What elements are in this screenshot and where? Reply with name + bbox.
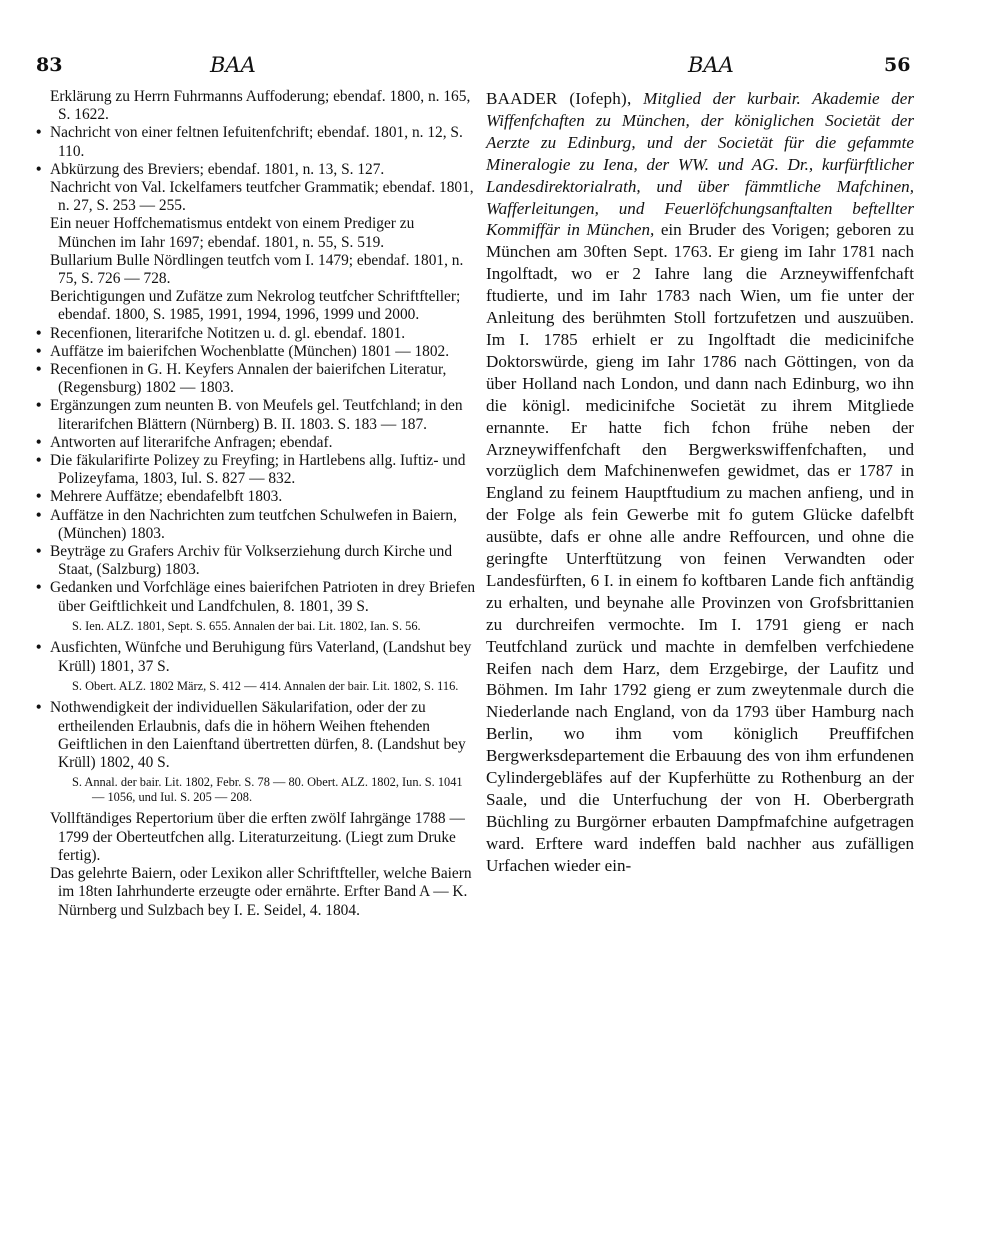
entry-text: Berichtigungen und Zufätze zum Nekrolog teutfcher Schriftfteller; ebendaf. 1800, S. 1985, 1991, 1994, 1996, 1999 und 2000. xyxy=(50,288,461,324)
entry-text: Vollftändiges Repertorium über die erften zwölf Iahrgänge 1788 — 1799 der Oberteutfchen allg. Literaturzeitung. (Liegt zum Druke fertig). xyxy=(50,810,465,864)
bibliography-entry xyxy=(36,325,476,343)
bibliography-entry xyxy=(36,488,476,506)
entry-text: Antworten auf literarifche Anfragen; ebendaf. xyxy=(50,433,333,451)
entry-text: Abkürzung des Breviers; ebendaf. 1801, n. 13, S. 127. xyxy=(50,160,385,178)
entry-text: Nachricht von Val. Ickelfamers teutfcher Grammatik; ebendaf. 1801, n. 27, S. 253 — 255. xyxy=(50,179,474,215)
bullet-mark: • xyxy=(36,488,42,506)
bullet-mark: • xyxy=(36,397,42,415)
bullet-mark: • xyxy=(36,506,42,524)
entry-text: Gedanken und Vorfchläge eines baierifchen Patrioten in drey Briefen über Geiftlichkeit und Landfchulen, 8. 1801, 39 S. xyxy=(50,579,476,615)
running-head-right: BAA xyxy=(688,53,734,77)
bibliography-entry xyxy=(36,179,476,215)
bibliography-entry xyxy=(36,124,476,160)
headword: BAADER (Iofeph), xyxy=(486,89,632,108)
entry-text: Recenfionen in G. H. Keyfers Annalen der baierifchen Literatur, (Regensburg) 1802 — 1803. xyxy=(50,361,447,397)
bullet-mark: • xyxy=(36,433,42,451)
bibliography-list xyxy=(36,88,476,616)
bibliography-entry xyxy=(36,579,476,615)
bibliography-entry xyxy=(36,161,476,179)
entry-text: Recenfionen, literarifche Notitzen u. d. gl. ebendaf. 1801. xyxy=(50,324,406,342)
entry-text: Beyträge zu Grafers Archiv für Volkserziehung durch Kirche und Staat, (Salzburg) 1803. xyxy=(50,543,453,579)
entry-text: Auffätze in den Nachrichten zum teutfchen Schulwefen in Baiern, (München) 1803. xyxy=(50,506,457,542)
page-header xyxy=(0,52,1000,82)
bullet-mark: • xyxy=(36,324,42,342)
person-titles: Mitglied der kurbair. Akademie der Wiffenfchaften zu München, der königlichen Societät der Aerzte zu Edinburg, und der Societät für die gefammte Mineralogie zu Iena, der WW. und AG. Dr., kurfürftlicher Landesdirektorialrath, und über fämmtliche Mafchinen, Wafferleitungen, und Feuerlöfchungsanftalten beftellter Kommiffär in München, xyxy=(486,89,914,240)
biography-article xyxy=(486,88,914,877)
left-column xyxy=(36,88,476,920)
entry-text: Ausfichten, Wünfche und Beruhigung fürs Vaterland, (Landshut bey Krüll) 1801, 37 S. xyxy=(50,639,472,675)
entry-text: Das gelehrte Baiern, oder Lexikon aller Schriftfteller, welche Baiern im 18ten Iahrhunderte erzeugte oder ernährte. Erfter Band A — K. Nürnberg und Sulzbach bey I. E. Seidel, 4. 1804. xyxy=(50,865,472,919)
entry-text: Bullarium Bulle Nördlingen teutfch vom I. 1479; ebendaf. 1801, n. 75, S. 726 — 728. xyxy=(50,251,464,288)
entry-text: Nothwendigkeit der individuellen Säkularifation, oder der zu ertheilenden Erlaubnis, dafs die in höhern Weihen ftehenden Geiftlichen in den Laienftand übertretten dürfen, 8. (Landshut bey Krüll) 1802, 40 S. xyxy=(50,699,466,772)
entry-text: Mehrere Auffätze; ebendafelbft 1803. xyxy=(50,488,283,506)
bullet-mark: • xyxy=(36,124,42,142)
running-head-left: BAA xyxy=(210,53,256,77)
entry-text: Die fäkularifirte Polizey zu Freyfing; in Hartlebens allg. Iuftiz- und Polizeyfama, 1803, Iul. S. 827 — 832. xyxy=(50,452,466,488)
bibliography-list-end xyxy=(36,810,476,919)
entry-text: Auffätze im baierifchen Wochenblatte (München) 1801 — 1802. xyxy=(50,342,450,360)
bibliography-entry xyxy=(36,288,476,324)
bullet-mark: • xyxy=(36,361,42,379)
review-note: S. Ien. ALZ. 1801, Sept. S. 655. Annalen der bai. Lit. 1802, Ian. S. 56. xyxy=(72,618,421,633)
bibliography-entry xyxy=(36,507,476,543)
bullet-mark: • xyxy=(36,699,42,717)
bibliography-entry xyxy=(36,343,476,361)
bibliography-entry xyxy=(36,810,476,865)
bullet-mark: • xyxy=(36,342,42,360)
bullet-mark: • xyxy=(36,543,42,561)
right-column xyxy=(486,88,914,877)
entry-text: Erklärung zu Herrn Fuhrmanns Auffoderung; ebendaf. 1800, n. 165, S. 1622. xyxy=(50,88,471,124)
bullet-mark: • xyxy=(36,160,42,178)
bibliography-entry xyxy=(36,397,476,433)
bullet-mark: • xyxy=(36,579,42,597)
entry-text: Ergänzungen zum neunten B. von Meufels gel. Teutfchland; in den literarifchen Blättern (Nürnberg) B. II. 1803. S. 183 — 187. xyxy=(50,397,463,433)
bibliography-entry xyxy=(36,88,476,124)
review-note: S. Annal. der bair. Lit. 1802, Febr. S. 78 — 80. Obert. ALZ. 1802, Iun. S. 1041 — 1056, und Iul. S. 205 — 208. xyxy=(72,775,463,804)
bibliography-entry xyxy=(36,639,476,675)
bibliography-entry xyxy=(36,699,476,772)
bibliography-entry xyxy=(36,215,476,251)
bibliography-entry xyxy=(36,452,476,488)
bullet-mark: • xyxy=(36,452,42,470)
entry-text: Nachricht von einer feltnen Iefuitenfchrift; ebendaf. 1801, n. 12, S. 110. xyxy=(50,124,463,160)
biography-body: ein Bruder des Vorigen; geboren zu München am 30ften Sept. 1763. Er gieng im Iahr 1781 nach Ingolftadt, wo er 2 Iahre lang die Arzneywiffenfchaft ftudierte, und im Iahr 1783 nach Wien, um fie unter der Anleitung des berühmten Stoll fortzufetzen und auszuüben. Im I. 1785 erhielt er zu Ingolftadt die medicinifche Doktorswürde, gieng im Iahr 1786 nach Göttingen, von da über Holland nach London, und dann nach Edinburg, wo ihn die königl. medicinifche Societät zu ihrem Mitgliede ernannte. Er hatte fich fchon frühe neben der Arzneywiffenfchaft den Bergwerkswiffenfchaften, und vorzüglich dem Mafchinenwefen gewidmet, das er 1787 in England zu feinem Hauptftudium zu machen anfieng, und in der Folge als fein Gewerbe mit fo gutem Glücke dafelbft ausübte, dafs er ohne alle andre Reffourcen, und ohne die geringfte Unterftützung von feinen Verwandten oder Landesfürften, 6 I. in einem fo koftbaren Lande fich anftändig zu erhalten, und beynahe alle Provinzen von Grofsbrittanien zu durchreifen vermochte. Im I. 1791 gieng er nach Teutfchland zurück und machte in demfelben verfchiedene Reifen nach dem Harz, dem Erzgebirge, der Laufitz und Böhmen. Im Iahr 1792 gieng er zum zweytenmale durch die Niederlande nach England, von da 1793 über Hamburg nach Berlin, wo ihm vom königlich Preuffifchen Bergwerksdepartement die Erbauung des von ihm erfundenen Cylindergebläfes auf der Kupferhütte zu Rothenburg an der Saale, und die Unterfuchung der von H. Oberbergrath Büchling zu Burgörner erbauten Dampfmafchine aufgetragen ward. Erftere ward indeffen bald nachher aus zufälligen Urfachen wieder ein- xyxy=(486,220,914,875)
bibliography-entry xyxy=(36,361,476,397)
bibliography-entry xyxy=(36,865,476,920)
entry-text: Ein neuer Hoffchematismus entdekt von einem Prediger zu München im Iahr 1697; ebendaf. 1801, n. 55, S. 519. xyxy=(50,215,415,251)
bibliography-entry xyxy=(36,543,476,579)
page-number-right: 56 xyxy=(884,54,911,76)
review-note: S. Obert. ALZ. 1802 März, S. 412 — 414. Annalen der bair. Lit. 1802, S. 116. xyxy=(72,678,459,693)
bullet-mark: • xyxy=(36,639,42,657)
bibliography-entry xyxy=(36,252,476,288)
page-number-left: 83 xyxy=(36,54,63,76)
bibliography-entry xyxy=(36,434,476,452)
